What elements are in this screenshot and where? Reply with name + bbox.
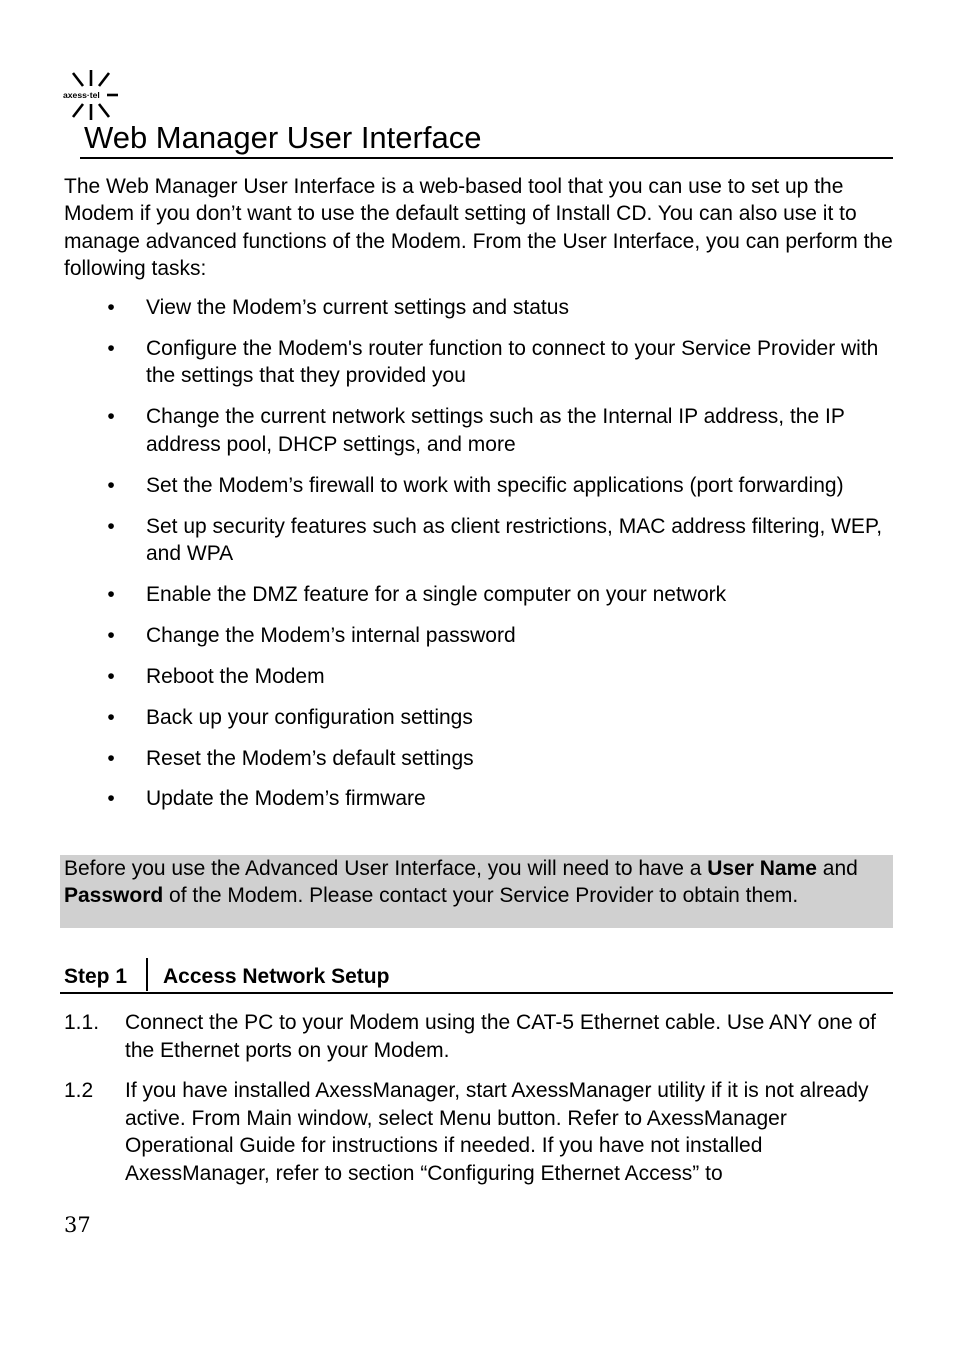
list-item xyxy=(0,472,954,500)
step-header xyxy=(64,958,893,994)
axesstel-logo xyxy=(60,66,122,124)
page-number: 37 xyxy=(64,1213,91,1237)
note-box xyxy=(60,855,893,928)
list-item xyxy=(0,335,954,390)
note-user-name: User Name xyxy=(707,857,817,880)
title-underline xyxy=(80,157,893,159)
list-item-text: Configure the Modem's router function to connect to your Service Provider with the settings that they provided you xyxy=(146,336,879,388)
bullet-icon: • xyxy=(107,746,115,770)
step-list xyxy=(0,1009,954,1200)
bullet-icon: • xyxy=(107,296,115,319)
page-title: Web Manager User Interface xyxy=(84,120,482,155)
list-item xyxy=(0,622,954,650)
list-item xyxy=(0,785,954,813)
list-item-text: Change the current network settings such as the Internal IP address, the IP address pool, DHCP settings, and more xyxy=(146,405,845,456)
list-item xyxy=(0,581,954,609)
step-underline xyxy=(60,992,893,994)
list-item-text: Update the Modem’s firmware xyxy=(146,787,426,811)
list-item-text: View the Modem’s current settings and status xyxy=(146,296,569,319)
list-item-text: Set the Modem’s firewall to work with specific applications (port forwarding) xyxy=(146,473,844,497)
step-label: Step 1 xyxy=(64,965,128,988)
step-number: 1.1. xyxy=(64,1011,100,1034)
list-item-text: Set up security features such as client restrictions, MAC address filtering, WEP, and WPA xyxy=(146,514,883,566)
list-item-text: Back up your configuration settings xyxy=(146,705,473,729)
step-title: Access Network Setup xyxy=(163,965,390,988)
bullet-icon: • xyxy=(107,336,115,360)
step-divider xyxy=(146,958,148,991)
note-text: and xyxy=(816,857,858,880)
list-item xyxy=(0,513,954,568)
intro-paragraph: The Web Manager User Interface is a web-based tool that you can use to set up the Modem if you don’t want to use the default setting of Install CD. You can also use it to manage advanced functions of the Modem. From the User Interface, you can perform the following tasks: xyxy=(64,175,893,280)
svg-text:axess·tel: axess·tel xyxy=(63,90,100,100)
list-item-text: Enable the DMZ feature for a single computer on your network xyxy=(146,582,727,606)
bullet-icon: • xyxy=(107,405,115,429)
bullet-icon: • xyxy=(107,623,115,647)
list-item xyxy=(0,663,954,691)
list-item xyxy=(0,403,954,458)
step-item xyxy=(0,1077,954,1187)
bullet-icon: • xyxy=(107,664,115,688)
bullet-icon: • xyxy=(107,705,115,729)
list-item-text: Change the Modem’s internal password xyxy=(146,623,516,647)
step-text: If you have installed AxessManager, start AxessManager utility if it is not already active. From Main window, select Menu button. Refer to AxessManager Operational Guide for instructions if needed. If you have not installed AxessManager, refer to section “Configuring Ethernet Access” to xyxy=(125,1079,869,1185)
bullet-icon: • xyxy=(107,514,115,538)
list-item-text: Reset the Modem’s default settings xyxy=(146,746,474,770)
bullet-icon: • xyxy=(107,582,115,606)
step-text: Connect the PC to your Modem using the CAT-5 Ethernet cable. Use ANY one of the Ethernet ports on your Modem. xyxy=(125,1011,876,1062)
list-item-text: Reboot the Modem xyxy=(146,664,325,688)
step-item xyxy=(0,1009,954,1064)
bullet-icon: • xyxy=(107,473,115,497)
note-text: Before you use the Advanced User Interface, you will need to have a xyxy=(64,857,708,880)
list-item xyxy=(0,294,954,322)
bullet-icon: • xyxy=(107,787,115,811)
step-number: 1.2 xyxy=(64,1079,94,1102)
list-item xyxy=(0,704,954,732)
task-list xyxy=(0,294,954,826)
list-item xyxy=(0,745,954,773)
note-password: Password xyxy=(64,884,164,907)
note-text: of the Modem. Please contact your Service Provider to obtain them. xyxy=(163,884,799,907)
